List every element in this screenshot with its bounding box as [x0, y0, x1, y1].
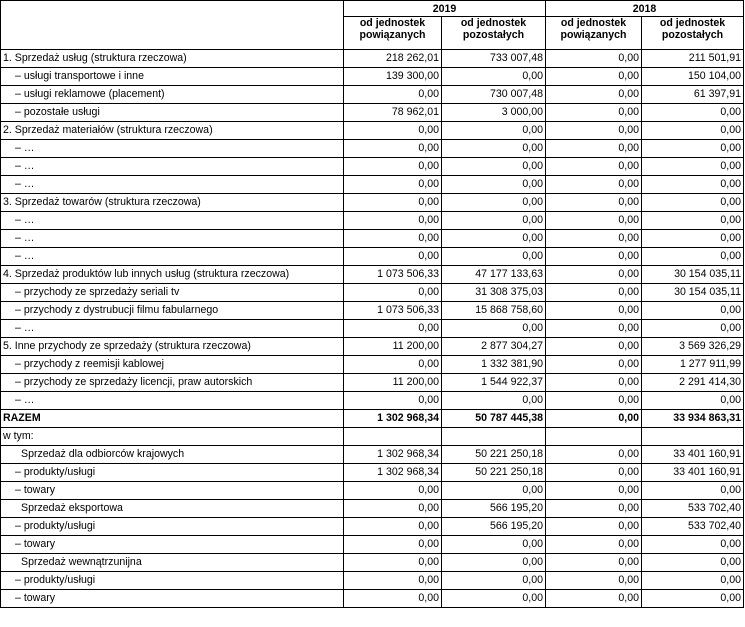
table-row: [1, 374, 744, 392]
value-2018-related: 0,00: [546, 266, 642, 284]
value-2019-related: 0,00: [344, 284, 442, 302]
value-2019-other: 1 544 922,37: [442, 374, 546, 392]
value-2018-related: 0,00: [546, 320, 642, 338]
value-2019-other: 0,00: [442, 482, 546, 500]
value-2019-other: 0,00: [442, 212, 546, 230]
value-2019-other: 0,00: [442, 230, 546, 248]
value-2019-related: 139 300,00: [344, 68, 442, 86]
value-2018-related: 0,00: [546, 302, 642, 320]
table-row: [1, 518, 744, 536]
value-2019-related: 0,00: [344, 320, 442, 338]
value-2019-other: 50 221 250,18: [442, 446, 546, 464]
value-2018-other: 1 277 911,99: [642, 356, 744, 374]
value-2018-related: 0,00: [546, 50, 642, 68]
value-2018-related: 0,00: [546, 554, 642, 572]
row-label: 4. Sprzedaż produktów lub innych usług (struktura rzeczowa): [1, 266, 344, 284]
value-2019-related: 0,00: [344, 572, 442, 590]
value-2018-related: 0,00: [546, 68, 642, 86]
header-year-2019: 2019: [344, 1, 546, 17]
table-row: [1, 230, 744, 248]
row-label: – przychody ze sprzedaży seriali tv: [1, 284, 344, 302]
value-2018-other: 0,00: [642, 212, 744, 230]
value-2019-other: 566 195,20: [442, 500, 546, 518]
value-2018-related: 0,00: [546, 410, 642, 428]
value-2018-other: 0,00: [642, 248, 744, 266]
value-2018-other: 0,00: [642, 140, 744, 158]
value-2019-other: 0,00: [442, 140, 546, 158]
value-2018-related: 0,00: [546, 176, 642, 194]
value-2019-related: 1 073 506,33: [344, 266, 442, 284]
table-row: [1, 122, 744, 140]
value-2018-related: 0,00: [546, 140, 642, 158]
value-2018-related: 0,00: [546, 230, 642, 248]
value-2019-related: 0,00: [344, 86, 442, 104]
table-row: [1, 428, 744, 446]
row-label: w tym:: [1, 428, 344, 446]
table-row: [1, 500, 744, 518]
value-2019-related: 218 262,01: [344, 50, 442, 68]
value-2018-other: 33 401 160,91: [642, 464, 744, 482]
value-2018-related: 0,00: [546, 86, 642, 104]
value-2018-other: 0,00: [642, 122, 744, 140]
row-label: – przychody z reemisji kablowej: [1, 356, 344, 374]
value-2019-other: 0,00: [442, 122, 546, 140]
value-2018-related: 0,00: [546, 356, 642, 374]
value-2019-related: 78 962,01: [344, 104, 442, 122]
table-row: [1, 176, 744, 194]
value-2018-other: 0,00: [642, 320, 744, 338]
table-row: [1, 482, 744, 500]
table-row: [1, 158, 744, 176]
row-label: – …: [1, 320, 344, 338]
value-2019-other: 0,00: [442, 158, 546, 176]
table-row: [1, 338, 744, 356]
value-2019-other: 31 308 375,03: [442, 284, 546, 302]
value-2019-other: 0,00: [442, 554, 546, 572]
table-row: [1, 302, 744, 320]
table-row: [1, 590, 744, 608]
table-row: [1, 554, 744, 572]
value-2019-other: 50 787 445,38: [442, 410, 546, 428]
value-2019-other: 733 007,48: [442, 50, 546, 68]
header-related-2019: od jednostek powiązanych: [344, 17, 442, 50]
value-2018-other: 33 401 160,91: [642, 446, 744, 464]
value-2019-related: 0,00: [344, 194, 442, 212]
value-2018-other: 0,00: [642, 104, 744, 122]
value-2019-other: 15 868 758,60: [442, 302, 546, 320]
value-2019-related: 1 302 968,34: [344, 464, 442, 482]
table-row: [1, 392, 744, 410]
value-2019-other: 1 332 381,90: [442, 356, 546, 374]
value-2019-related: 0,00: [344, 230, 442, 248]
row-label: Sprzedaż eksportowa: [1, 500, 344, 518]
table-row: [1, 212, 744, 230]
value-2018-related: 0,00: [546, 158, 642, 176]
table-row: [1, 536, 744, 554]
value-2018-other: 0,00: [642, 572, 744, 590]
row-label: – …: [1, 248, 344, 266]
value-2018-other: 0,00: [642, 554, 744, 572]
value-2018-other: 33 934 863,31: [642, 410, 744, 428]
header-blank-cell: [1, 1, 344, 50]
value-2018-related: 0,00: [546, 374, 642, 392]
row-label: – produkty/usługi: [1, 518, 344, 536]
value-2018-related: 0,00: [546, 590, 642, 608]
value-2018-related: 0,00: [546, 122, 642, 140]
value-2018-related: 0,00: [546, 284, 642, 302]
value-2018-other: 0,00: [642, 536, 744, 554]
value-2018-related: 0,00: [546, 338, 642, 356]
value-2019-related: 0,00: [344, 518, 442, 536]
value-2019-related: 11 200,00: [344, 374, 442, 392]
value-2019-other: 50 221 250,18: [442, 464, 546, 482]
table-row: [1, 356, 744, 374]
row-label: – produkty/usługi: [1, 464, 344, 482]
row-label: – produkty/usługi: [1, 572, 344, 590]
row-label: RAZEM: [1, 410, 344, 428]
value-2019-other: 0,00: [442, 194, 546, 212]
value-2019-related: 0,00: [344, 140, 442, 158]
value-2018-related: 0,00: [546, 518, 642, 536]
value-2018-other: 0,00: [642, 590, 744, 608]
value-2019-other: 0,00: [442, 68, 546, 86]
value-2018-other: 3 569 326,29: [642, 338, 744, 356]
table-row: [1, 248, 744, 266]
value-2019-related: 1 302 968,34: [344, 446, 442, 464]
value-2018-other: 61 397,91: [642, 86, 744, 104]
row-label: Sprzedaż dla odbiorców krajowych: [1, 446, 344, 464]
table-row: [1, 68, 744, 86]
row-label: 3. Sprzedaż towarów (struktura rzeczowa): [1, 194, 344, 212]
value-2019-related: 0,00: [344, 554, 442, 572]
header-related-2018: od jednostek powiązanych: [546, 17, 642, 50]
value-2019-related: 0,00: [344, 248, 442, 266]
value-2018-other: 0,00: [642, 392, 744, 410]
row-label: – …: [1, 176, 344, 194]
table-row: [1, 410, 744, 428]
value-2019-related: 0,00: [344, 500, 442, 518]
value-2018-related: [546, 428, 642, 446]
value-2019-related: 0,00: [344, 176, 442, 194]
value-2018-other: 0,00: [642, 230, 744, 248]
row-label: – towary: [1, 536, 344, 554]
header-other-2018: od jednostek pozostałych: [642, 17, 744, 50]
table-body: [1, 50, 744, 608]
value-2019-related: 0,00: [344, 590, 442, 608]
row-label: – przychody z dystrubucji filmu fabularnego: [1, 302, 344, 320]
row-label: – …: [1, 158, 344, 176]
value-2019-other: 0,00: [442, 572, 546, 590]
table-row: [1, 284, 744, 302]
row-label: – towary: [1, 482, 344, 500]
value-2019-other: 2 877 304,27: [442, 338, 546, 356]
value-2018-related: 0,00: [546, 392, 642, 410]
row-label: – przychody ze sprzedaży licencji, praw autorskich: [1, 374, 344, 392]
table-row: [1, 320, 744, 338]
value-2019-other: 730 007,48: [442, 86, 546, 104]
value-2019-other: [442, 428, 546, 446]
header-other-2019: od jednostek pozostałych: [442, 17, 546, 50]
table-row: [1, 464, 744, 482]
value-2019-other: 3 000,00: [442, 104, 546, 122]
table-row: [1, 446, 744, 464]
value-2019-other: 0,00: [442, 176, 546, 194]
row-label: – pozostałe usługi: [1, 104, 344, 122]
table-row: [1, 86, 744, 104]
value-2018-related: 0,00: [546, 446, 642, 464]
value-2019-related: 0,00: [344, 122, 442, 140]
value-2018-related: 0,00: [546, 536, 642, 554]
row-label: – …: [1, 230, 344, 248]
value-2019-related: 0,00: [344, 482, 442, 500]
row-label: – usługi transportowe i inne: [1, 68, 344, 86]
value-2018-related: 0,00: [546, 212, 642, 230]
value-2018-other: 533 702,40: [642, 500, 744, 518]
row-label: – usługi reklamowe (placement): [1, 86, 344, 104]
row-label: 5. Inne przychody ze sprzedaży (struktura rzeczowa): [1, 338, 344, 356]
value-2018-other: 0,00: [642, 482, 744, 500]
value-2018-related: 0,00: [546, 248, 642, 266]
row-label: – towary: [1, 590, 344, 608]
table-row: [1, 572, 744, 590]
value-2019-related: 1 302 968,34: [344, 410, 442, 428]
value-2018-other: 0,00: [642, 158, 744, 176]
value-2019-related: 0,00: [344, 356, 442, 374]
value-2018-related: 0,00: [546, 500, 642, 518]
value-2018-related: 0,00: [546, 194, 642, 212]
value-2018-other: 0,00: [642, 302, 744, 320]
row-label: 1. Sprzedaż usług (struktura rzeczowa): [1, 50, 344, 68]
value-2019-other: 0,00: [442, 320, 546, 338]
value-2018-other: 211 501,91: [642, 50, 744, 68]
row-label: Sprzedaż wewnątrzunijna: [1, 554, 344, 572]
value-2018-other: 30 154 035,11: [642, 266, 744, 284]
value-2018-related: 0,00: [546, 464, 642, 482]
table-row: [1, 266, 744, 284]
row-label: 2. Sprzedaż materiałów (struktura rzeczowa): [1, 122, 344, 140]
value-2019-other: 0,00: [442, 392, 546, 410]
value-2019-other: 566 195,20: [442, 518, 546, 536]
row-label: – …: [1, 392, 344, 410]
value-2018-other: 0,00: [642, 194, 744, 212]
value-2019-other: 0,00: [442, 248, 546, 266]
value-2018-related: 0,00: [546, 572, 642, 590]
value-2019-related: 0,00: [344, 212, 442, 230]
value-2018-other: [642, 428, 744, 446]
table-row: [1, 104, 744, 122]
value-2018-other: 30 154 035,11: [642, 284, 744, 302]
value-2019-other: 0,00: [442, 590, 546, 608]
value-2018-other: 0,00: [642, 176, 744, 194]
value-2019-related: 1 073 506,33: [344, 302, 442, 320]
value-2019-related: 0,00: [344, 392, 442, 410]
value-2018-related: 0,00: [546, 104, 642, 122]
value-2018-other: 533 702,40: [642, 518, 744, 536]
row-label: – …: [1, 140, 344, 158]
table-row: [1, 194, 744, 212]
table-row: [1, 50, 744, 68]
value-2019-related: 0,00: [344, 158, 442, 176]
value-2018-related: 0,00: [546, 482, 642, 500]
value-2019-related: [344, 428, 442, 446]
header-year-2018: 2018: [546, 1, 744, 17]
table-row: [1, 140, 744, 158]
value-2018-other: 2 291 414,30: [642, 374, 744, 392]
value-2019-related: 0,00: [344, 536, 442, 554]
header-year-row: [1, 1, 744, 17]
value-2019-other: 0,00: [442, 536, 546, 554]
value-2019-other: 47 177 133,63: [442, 266, 546, 284]
row-label: – …: [1, 212, 344, 230]
value-2018-other: 150 104,00: [642, 68, 744, 86]
value-2019-related: 11 200,00: [344, 338, 442, 356]
